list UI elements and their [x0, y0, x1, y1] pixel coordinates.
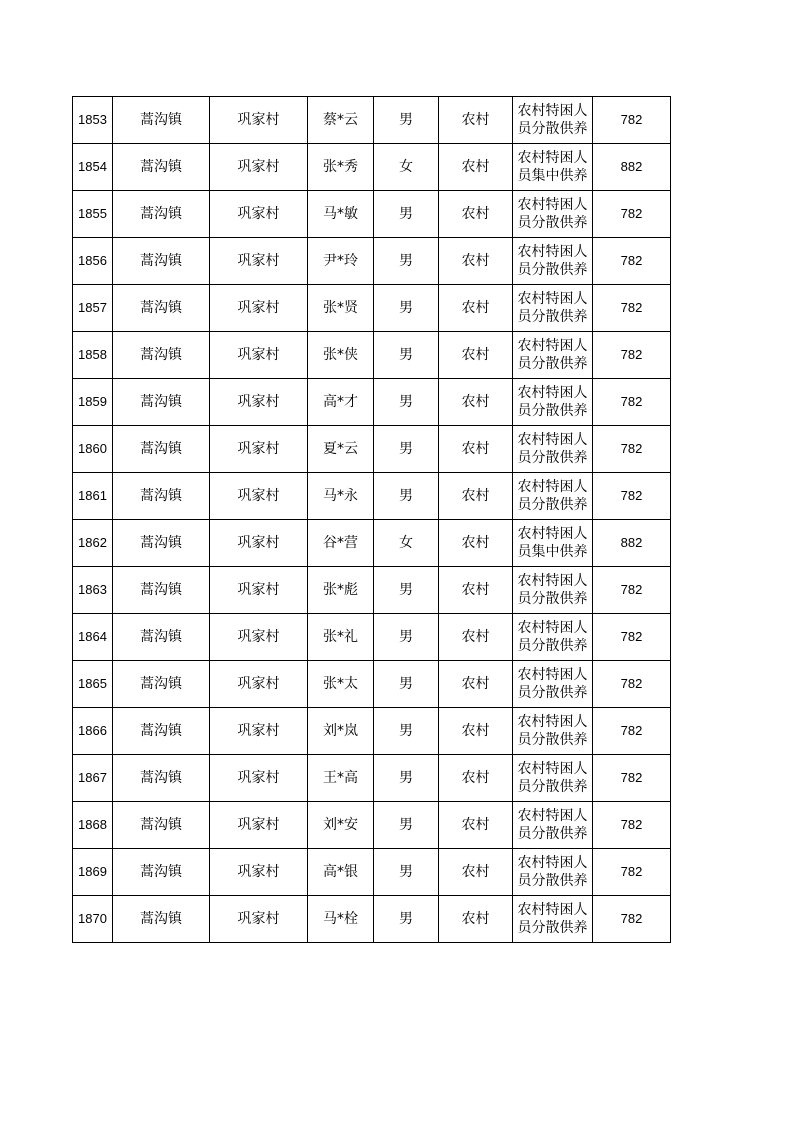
support-category-line: 员分散供养: [517, 779, 588, 795]
cell-village: 巩家村: [210, 520, 308, 567]
cell-name: 王*高: [308, 755, 374, 802]
support-category-line: 员分散供养: [517, 356, 588, 372]
cell-gender: 男: [374, 896, 439, 943]
support-category-line: 员分散供养: [517, 685, 588, 701]
relief-recipients-table: [72, 96, 671, 943]
cell-village: 巩家村: [210, 802, 308, 849]
cell-area-type: 农村: [439, 332, 513, 379]
cell-serial-number: 1867: [73, 755, 113, 802]
table-row: [73, 614, 671, 661]
cell-serial-number: 1869: [73, 849, 113, 896]
support-category-line: 员分散供养: [517, 873, 588, 889]
cell-support-category: [513, 379, 593, 426]
cell-gender: 男: [374, 191, 439, 238]
cell-amount: 782: [593, 426, 671, 473]
table-row: [73, 285, 671, 332]
cell-area-type: 农村: [439, 802, 513, 849]
cell-gender: 男: [374, 661, 439, 708]
cell-village: 巩家村: [210, 285, 308, 332]
cell-gender: 男: [374, 708, 439, 755]
table-row: [73, 144, 671, 191]
cell-town: 蒿沟镇: [113, 97, 210, 144]
table-row: [73, 97, 671, 144]
cell-amount: 882: [593, 144, 671, 191]
cell-town: 蒿沟镇: [113, 426, 210, 473]
cell-area-type: 农村: [439, 191, 513, 238]
cell-amount: 782: [593, 567, 671, 614]
cell-gender: 男: [374, 426, 439, 473]
cell-serial-number: 1866: [73, 708, 113, 755]
cell-village: 巩家村: [210, 379, 308, 426]
cell-town: 蒿沟镇: [113, 144, 210, 191]
table-row: [73, 802, 671, 849]
table-row: [73, 473, 671, 520]
table-body: [73, 97, 671, 943]
cell-area-type: 农村: [439, 614, 513, 661]
cell-town: 蒿沟镇: [113, 896, 210, 943]
support-category-line: 农村特困人: [517, 432, 588, 448]
cell-town: 蒿沟镇: [113, 285, 210, 332]
cell-name: 张*侠: [308, 332, 374, 379]
cell-serial-number: 1864: [73, 614, 113, 661]
cell-gender: 男: [374, 614, 439, 661]
cell-support-category: [513, 238, 593, 285]
cell-name: 刘*岚: [308, 708, 374, 755]
support-category-line: 农村特困人: [517, 103, 588, 119]
cell-amount: 782: [593, 849, 671, 896]
support-category-line: 农村特困人: [517, 714, 588, 730]
cell-gender: 男: [374, 285, 439, 332]
cell-town: 蒿沟镇: [113, 567, 210, 614]
cell-support-category: [513, 896, 593, 943]
cell-support-category: [513, 708, 593, 755]
cell-serial-number: 1870: [73, 896, 113, 943]
cell-town: 蒿沟镇: [113, 661, 210, 708]
table-row: [73, 238, 671, 285]
cell-amount: 782: [593, 238, 671, 285]
cell-gender: 女: [374, 144, 439, 191]
cell-village: 巩家村: [210, 849, 308, 896]
cell-amount: 782: [593, 473, 671, 520]
table-row: [73, 379, 671, 426]
cell-town: 蒿沟镇: [113, 191, 210, 238]
cell-village: 巩家村: [210, 144, 308, 191]
cell-support-category: [513, 614, 593, 661]
support-category-line: 农村特困人: [517, 573, 588, 589]
support-category-line: 员分散供养: [517, 497, 588, 513]
cell-name: 高*银: [308, 849, 374, 896]
cell-serial-number: 1860: [73, 426, 113, 473]
cell-town: 蒿沟镇: [113, 520, 210, 567]
cell-name: 刘*安: [308, 802, 374, 849]
cell-gender: 男: [374, 238, 439, 285]
support-category-line: 员分散供养: [517, 591, 588, 607]
cell-gender: 男: [374, 567, 439, 614]
cell-name: 张*礼: [308, 614, 374, 661]
cell-support-category: [513, 802, 593, 849]
cell-amount: 782: [593, 802, 671, 849]
cell-village: 巩家村: [210, 473, 308, 520]
cell-support-category: [513, 285, 593, 332]
cell-name: 蔡*云: [308, 97, 374, 144]
cell-support-category: [513, 97, 593, 144]
cell-name: 张*彪: [308, 567, 374, 614]
table-row: [73, 426, 671, 473]
cell-serial-number: 1857: [73, 285, 113, 332]
cell-amount: 782: [593, 708, 671, 755]
support-category-line: 农村特困人: [517, 244, 588, 260]
cell-serial-number: 1858: [73, 332, 113, 379]
cell-town: 蒿沟镇: [113, 379, 210, 426]
support-category-line: 员分散供养: [517, 826, 588, 842]
cell-amount: 882: [593, 520, 671, 567]
support-category-line: 农村特困人: [517, 761, 588, 777]
cell-support-category: [513, 473, 593, 520]
cell-gender: 女: [374, 520, 439, 567]
cell-village: 巩家村: [210, 708, 308, 755]
support-category-line: 农村特困人: [517, 338, 588, 354]
cell-support-category: [513, 520, 593, 567]
support-category-line: 员分散供养: [517, 732, 588, 748]
support-category-line: 农村特困人: [517, 197, 588, 213]
support-category-line: 农村特困人: [517, 855, 588, 871]
cell-town: 蒿沟镇: [113, 238, 210, 285]
cell-name: 张*太: [308, 661, 374, 708]
cell-village: 巩家村: [210, 661, 308, 708]
cell-name: 马*栓: [308, 896, 374, 943]
cell-support-category: [513, 755, 593, 802]
cell-serial-number: 1853: [73, 97, 113, 144]
cell-area-type: 农村: [439, 379, 513, 426]
cell-name: 高*才: [308, 379, 374, 426]
support-category-line: 农村特困人: [517, 902, 588, 918]
cell-serial-number: 1868: [73, 802, 113, 849]
cell-serial-number: 1863: [73, 567, 113, 614]
table-row: [73, 849, 671, 896]
cell-serial-number: 1855: [73, 191, 113, 238]
support-category-line: 员分散供养: [517, 309, 588, 325]
support-category-line: 员分散供养: [517, 920, 588, 936]
cell-support-category: [513, 661, 593, 708]
cell-amount: 782: [593, 896, 671, 943]
cell-town: 蒿沟镇: [113, 849, 210, 896]
support-category-line: 员集中供养: [517, 544, 588, 560]
table-row: [73, 191, 671, 238]
cell-name: 尹*玲: [308, 238, 374, 285]
cell-name: 马*敏: [308, 191, 374, 238]
cell-amount: 782: [593, 379, 671, 426]
cell-name: 张*秀: [308, 144, 374, 191]
cell-amount: 782: [593, 332, 671, 379]
cell-serial-number: 1865: [73, 661, 113, 708]
cell-area-type: 农村: [439, 661, 513, 708]
cell-area-type: 农村: [439, 520, 513, 567]
support-category-line: 农村特困人: [517, 620, 588, 636]
support-category-line: 员分散供养: [517, 450, 588, 466]
table-row: [73, 896, 671, 943]
cell-gender: 男: [374, 849, 439, 896]
table-row: [73, 661, 671, 708]
support-category-line: 农村特困人: [517, 808, 588, 824]
support-category-line: 员分散供养: [517, 262, 588, 278]
cell-town: 蒿沟镇: [113, 802, 210, 849]
cell-support-category: [513, 191, 593, 238]
cell-village: 巩家村: [210, 426, 308, 473]
cell-name: 张*贤: [308, 285, 374, 332]
cell-village: 巩家村: [210, 614, 308, 661]
cell-support-category: [513, 567, 593, 614]
cell-gender: 男: [374, 802, 439, 849]
cell-area-type: 农村: [439, 238, 513, 285]
cell-gender: 男: [374, 379, 439, 426]
table-row: [73, 332, 671, 379]
table-row: [73, 755, 671, 802]
cell-village: 巩家村: [210, 238, 308, 285]
cell-name: 谷*营: [308, 520, 374, 567]
cell-name: 马*永: [308, 473, 374, 520]
cell-name: 夏*云: [308, 426, 374, 473]
cell-amount: 782: [593, 614, 671, 661]
cell-serial-number: 1854: [73, 144, 113, 191]
cell-serial-number: 1862: [73, 520, 113, 567]
cell-gender: 男: [374, 755, 439, 802]
cell-area-type: 农村: [439, 97, 513, 144]
cell-serial-number: 1861: [73, 473, 113, 520]
cell-town: 蒿沟镇: [113, 614, 210, 661]
cell-amount: 782: [593, 285, 671, 332]
cell-amount: 782: [593, 755, 671, 802]
cell-amount: 782: [593, 191, 671, 238]
cell-village: 巩家村: [210, 332, 308, 379]
cell-support-category: [513, 426, 593, 473]
cell-area-type: 农村: [439, 567, 513, 614]
cell-serial-number: 1859: [73, 379, 113, 426]
table-row: [73, 520, 671, 567]
support-category-line: 农村特困人: [517, 479, 588, 495]
cell-serial-number: 1856: [73, 238, 113, 285]
cell-village: 巩家村: [210, 896, 308, 943]
support-category-line: 农村特困人: [517, 667, 588, 683]
cell-gender: 男: [374, 332, 439, 379]
cell-area-type: 农村: [439, 285, 513, 332]
support-category-line: 员集中供养: [517, 168, 588, 184]
cell-support-category: [513, 144, 593, 191]
cell-amount: 782: [593, 661, 671, 708]
cell-gender: 男: [374, 97, 439, 144]
support-category-line: 农村特困人: [517, 150, 588, 166]
cell-town: 蒿沟镇: [113, 473, 210, 520]
support-category-line: 员分散供养: [517, 638, 588, 654]
cell-area-type: 农村: [439, 755, 513, 802]
cell-area-type: 农村: [439, 473, 513, 520]
cell-area-type: 农村: [439, 708, 513, 755]
cell-support-category: [513, 849, 593, 896]
cell-village: 巩家村: [210, 97, 308, 144]
cell-area-type: 农村: [439, 849, 513, 896]
table-row: [73, 567, 671, 614]
support-category-line: 农村特困人: [517, 526, 588, 542]
cell-town: 蒿沟镇: [113, 708, 210, 755]
support-category-line: 员分散供养: [517, 403, 588, 419]
cell-amount: 782: [593, 97, 671, 144]
support-category-line: 员分散供养: [517, 121, 588, 137]
table-row: [73, 708, 671, 755]
cell-village: 巩家村: [210, 567, 308, 614]
cell-town: 蒿沟镇: [113, 332, 210, 379]
cell-area-type: 农村: [439, 144, 513, 191]
cell-village: 巩家村: [210, 755, 308, 802]
cell-area-type: 农村: [439, 896, 513, 943]
cell-village: 巩家村: [210, 191, 308, 238]
cell-gender: 男: [374, 473, 439, 520]
cell-support-category: [513, 332, 593, 379]
cell-area-type: 农村: [439, 426, 513, 473]
support-category-line: 农村特困人: [517, 385, 588, 401]
support-category-line: 农村特困人: [517, 291, 588, 307]
support-category-line: 员分散供养: [517, 215, 588, 231]
cell-town: 蒿沟镇: [113, 755, 210, 802]
